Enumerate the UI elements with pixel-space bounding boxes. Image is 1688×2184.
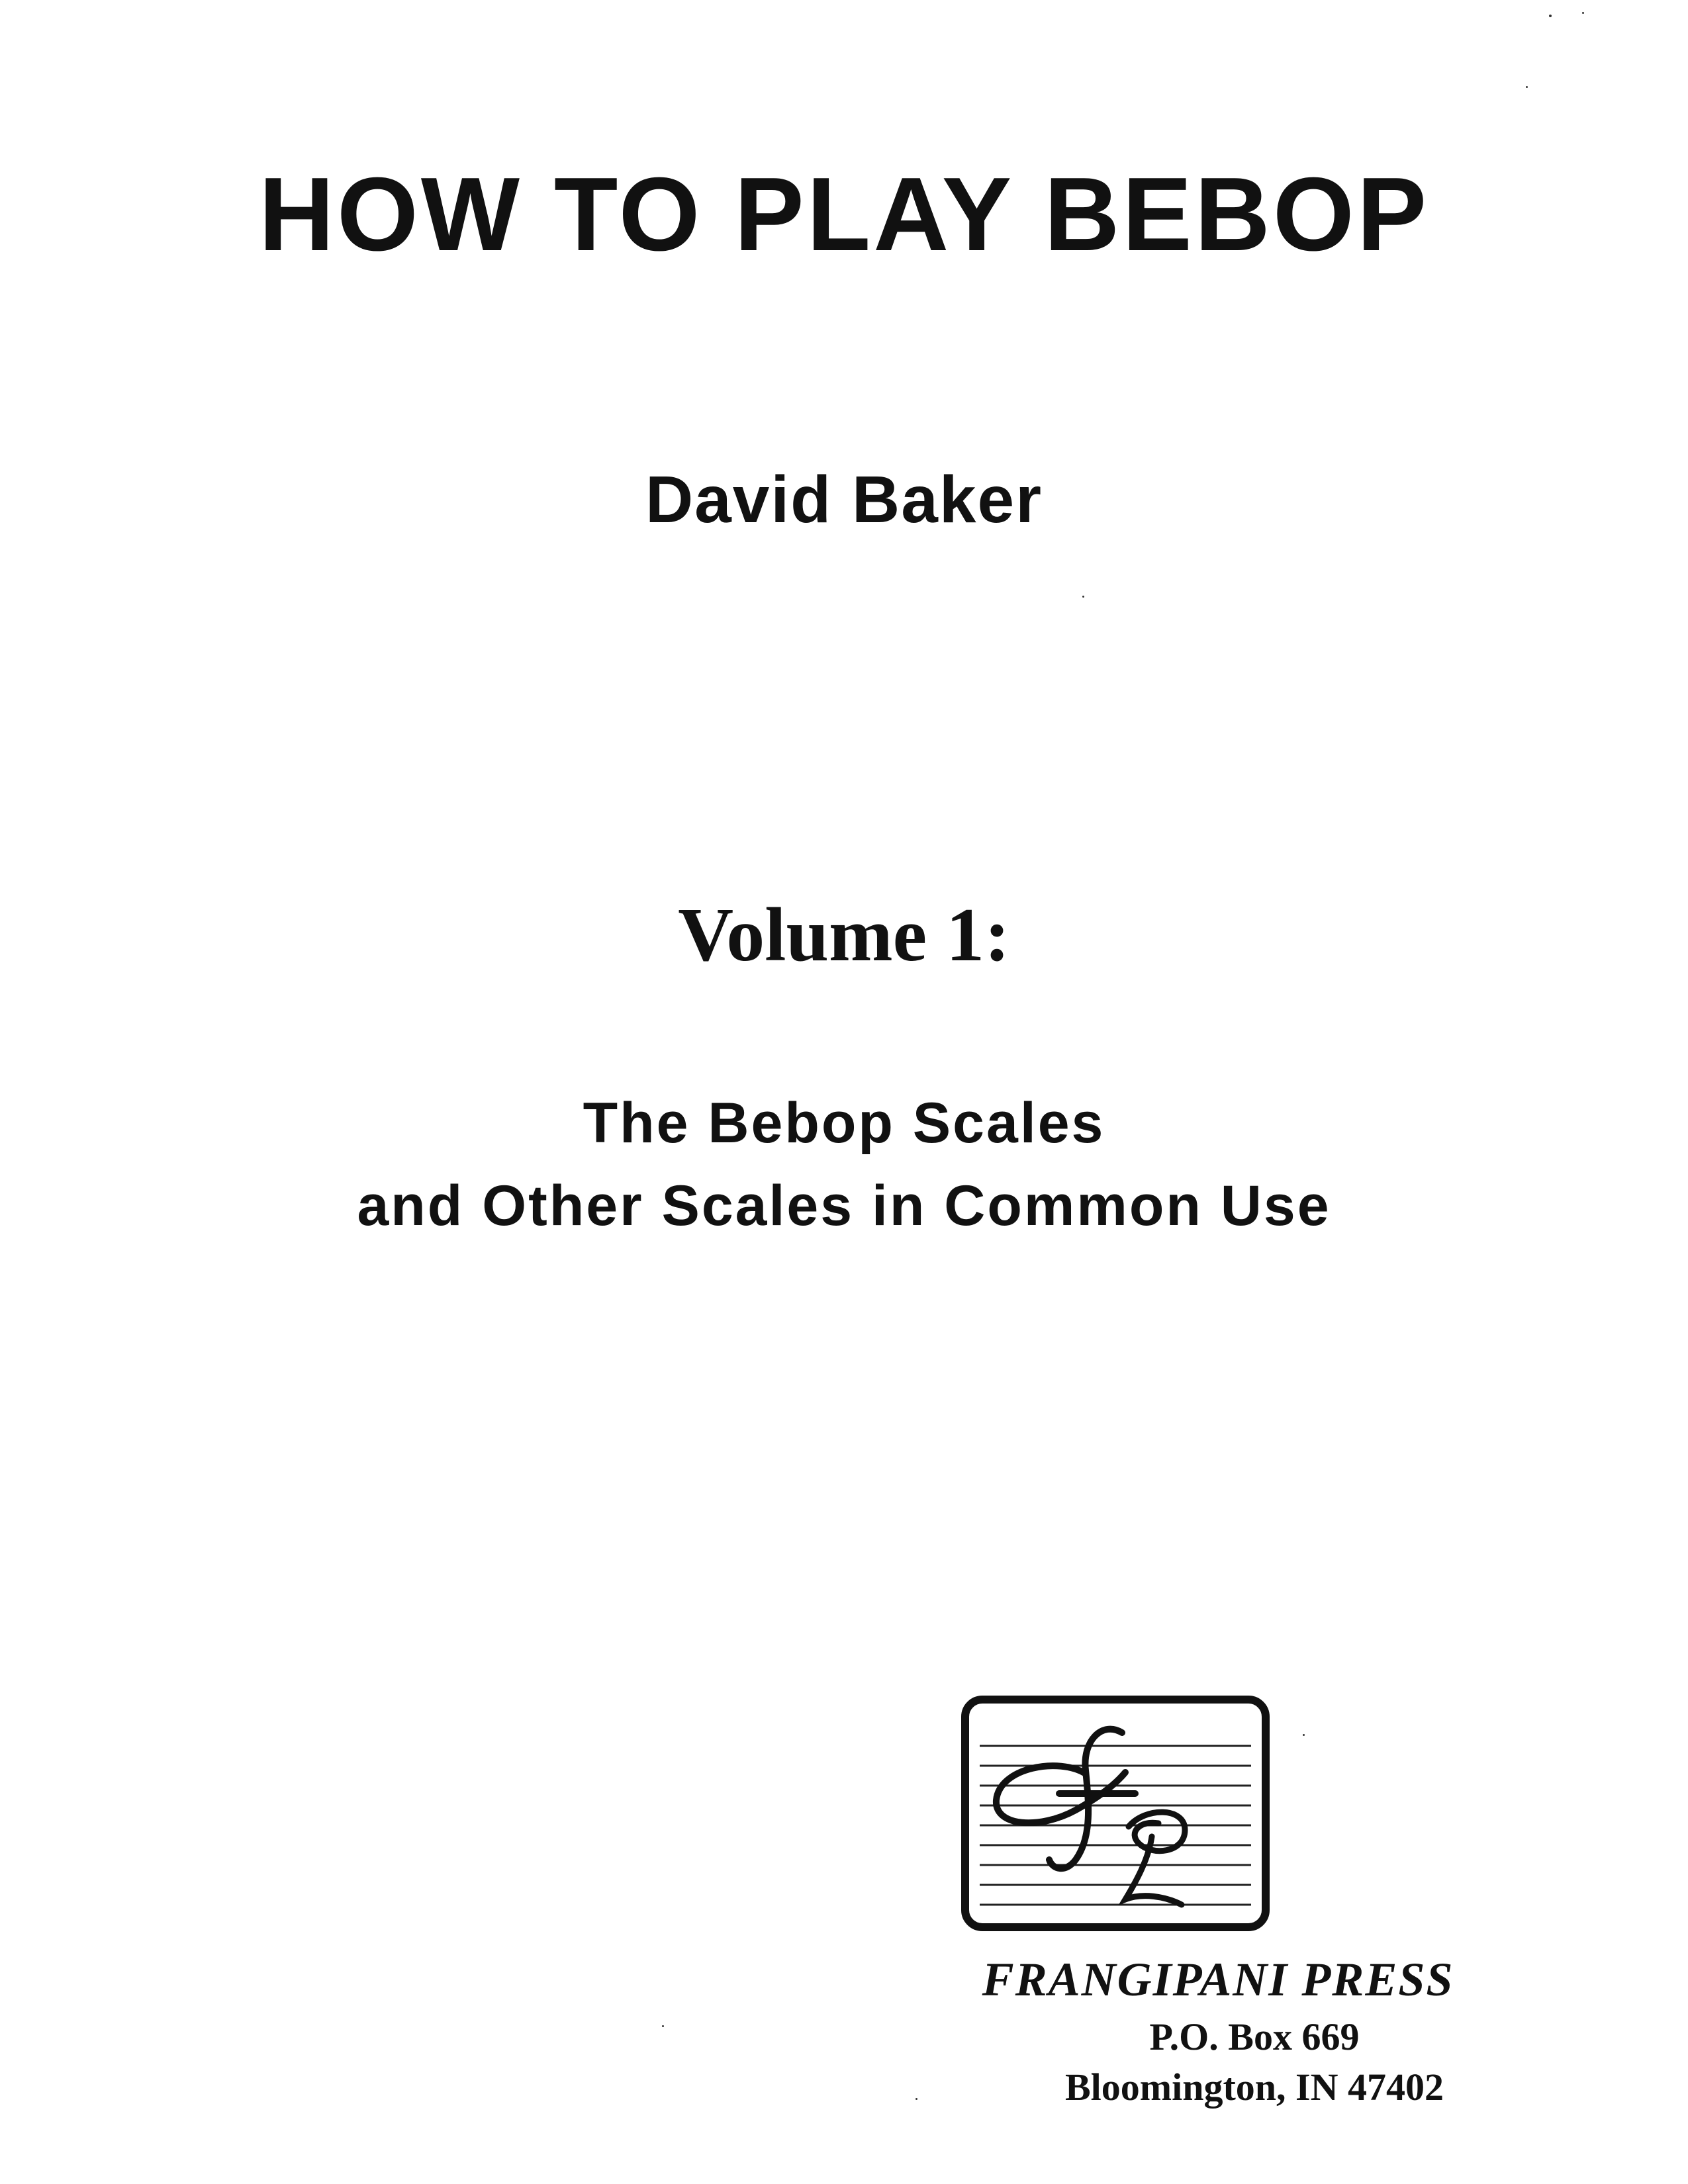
scan-speck [1582, 12, 1584, 14]
subtitle-line-2: and Other Scales in Common Use [357, 1174, 1331, 1238]
author-name: David Baker [645, 463, 1043, 537]
scan-speck [1303, 1734, 1305, 1736]
scan-speck [1082, 596, 1084, 598]
publisher-info [914, 1953, 1523, 2109]
publisher-name: FRANGIPANI PRESS [982, 1953, 1454, 2006]
frangipani-press-logo-icon [960, 1694, 1271, 1933]
volume-subtitle [0, 1082, 1688, 1248]
subtitle-line-1: The Bebop Scales [583, 1091, 1105, 1155]
publisher-city: Bloomington, IN 47402 [1064, 2066, 1444, 2109]
scan-speck [915, 2098, 917, 2100]
scan-speck [1526, 86, 1528, 88]
book-title: HOW TO PLAY BEBOP [258, 156, 1430, 273]
volume-label: Volume 1: [678, 893, 1010, 978]
publisher-address: P.O. Box 669 [1149, 2015, 1360, 2058]
scan-speck [662, 2025, 664, 2027]
scan-speck [1549, 15, 1552, 17]
